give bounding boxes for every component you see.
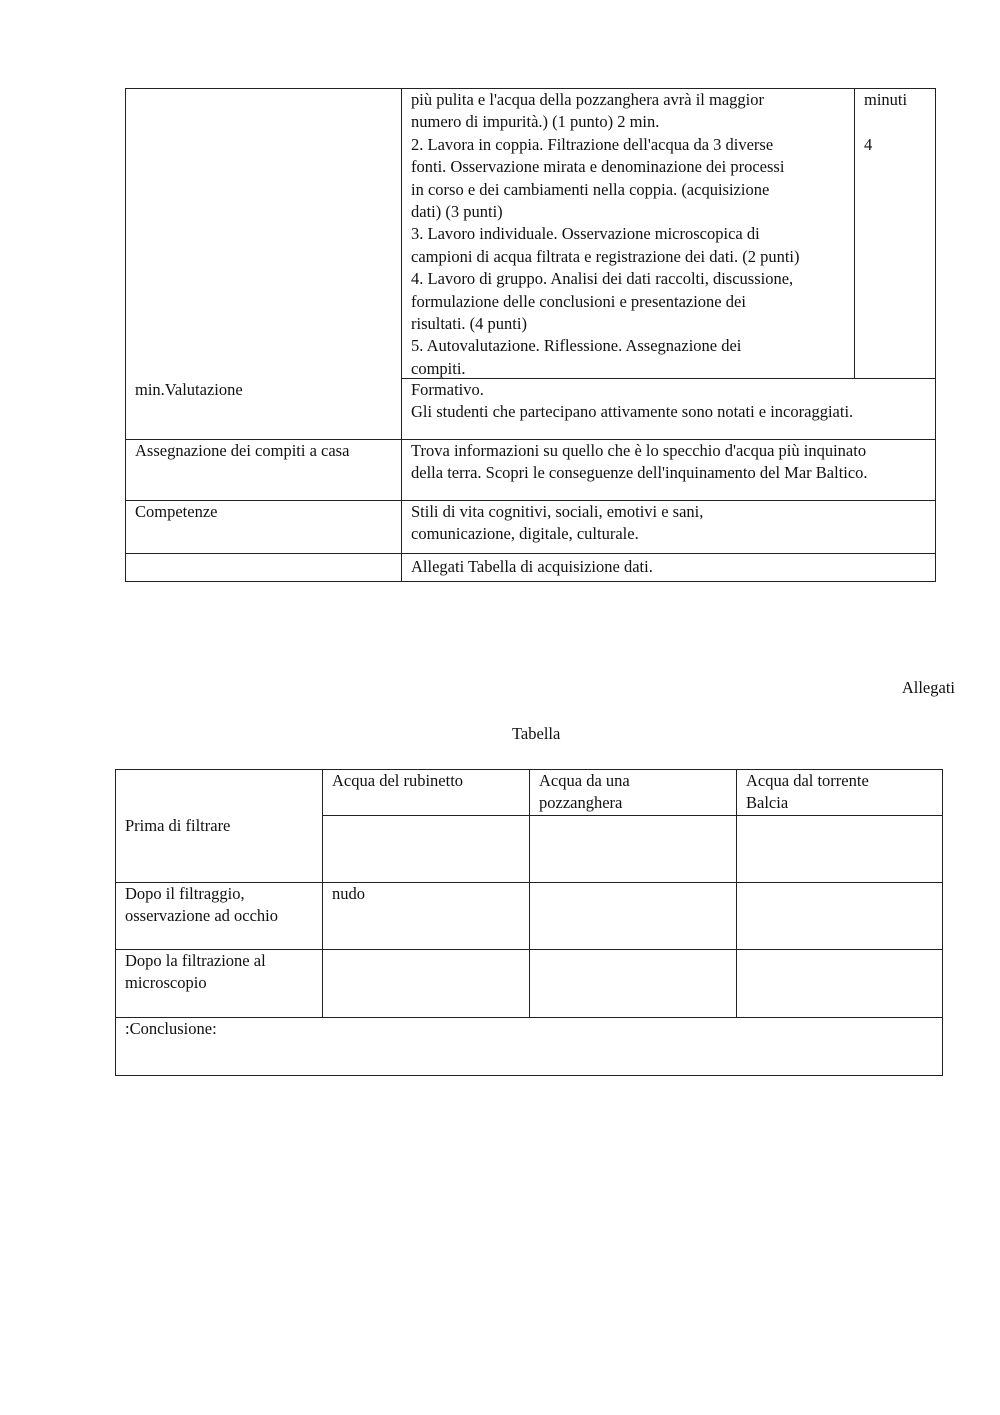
column-header-line: Acqua del rubinetto [332, 771, 464, 790]
row-label-line: Dopo la filtrazione al [125, 951, 266, 970]
column-header-line: Acqua dal torrente [746, 771, 869, 790]
row-content-line: Gli studenti che partecipano attivamente sono notati e incoraggiati. [411, 402, 854, 422]
table-border [115, 769, 116, 1076]
row-content-line: Formativo. [411, 380, 484, 399]
row-label-line: microscopio [125, 973, 207, 993]
table-border [529, 769, 530, 1018]
row-label-line: Prima di filtrare [125, 816, 231, 835]
row-content-line: Stili di vita cognitivi, sociali, emotivi e sani, [411, 502, 704, 521]
activity-line: dati) (3 punti) [411, 202, 503, 222]
activity-line: campioni di acqua filtrata e registrazione dei dati. (2 punti) [411, 246, 800, 266]
row-content-line: Allegati Tabella di acquisizione dati. [411, 557, 653, 576]
activity-line: risultati. (4 punti) [411, 314, 527, 334]
activity-line: più pulita e l'acqua della pozzanghera avrà il maggior [411, 90, 764, 109]
row-content [411, 501, 703, 546]
table-border [854, 88, 855, 379]
row-label-line: osservazione ad occhio [125, 906, 279, 926]
column-header-line: pozzanghera [539, 793, 623, 813]
table-border [125, 581, 936, 582]
row-label [125, 815, 230, 837]
conclusion-label: :Conclusione: [125, 1019, 217, 1038]
row-content [411, 379, 853, 424]
row-label [125, 950, 266, 995]
activity-line: 5. Autovalutazione. Riflessione. Assegnazione dei [411, 336, 742, 356]
table-border [322, 815, 943, 816]
table-border [736, 769, 737, 1018]
activity-line: 3. Lavoro individuale. Osservazione microscopica di [411, 224, 760, 244]
tabella-title: Tabella [512, 724, 561, 743]
row-label: min.Valutazione [135, 380, 243, 399]
table-border [115, 1017, 943, 1018]
table-border [401, 88, 402, 582]
table-border [125, 553, 936, 554]
activity-line: 2. Lavora in coppia. Filtrazione dell'acqua da 3 diverse [411, 134, 774, 154]
time-value: 4 [864, 135, 873, 154]
row-content-line: Trova informazioni su quello che è lo specchio d'acqua più inquinato [411, 441, 867, 460]
column-header-line: Acqua da una [539, 771, 630, 790]
activity-line: 4. Lavoro di gruppo. Analisi dei dati raccolti, discussione, [411, 269, 794, 289]
activity-line: formulazione delle conclusioni e presentazione dei [411, 291, 746, 311]
table-border [322, 769, 323, 1018]
time-unit: minuti [864, 90, 908, 109]
row-content [411, 440, 868, 485]
activity-line: compiti. [411, 358, 466, 378]
row-content-line: comunicazione, digitale, culturale. [411, 524, 639, 544]
table-border [115, 1075, 943, 1076]
allegati-heading: Allegati [901, 678, 955, 697]
row-label-line: Dopo il filtraggio, [125, 884, 245, 903]
activity-line: fonti. Osservazione mirata e denominazione dei processi [411, 157, 785, 177]
row-content [411, 556, 653, 578]
column-header [539, 770, 630, 815]
activity-line: numero di impurità.) (1 punto) 2 min. [411, 112, 660, 132]
table-border [125, 88, 126, 582]
column-header [332, 770, 463, 792]
row-label: Assegnazione dei compiti a casa [135, 441, 350, 460]
row-label [125, 883, 278, 928]
column-header [746, 770, 869, 815]
row-label: Competenze [135, 502, 218, 521]
table-cell: nudo [332, 884, 365, 903]
column-header-line: Balcia [746, 793, 789, 813]
activity-line: in corso e dei cambiamenti nella coppia. (acquisizione [411, 179, 770, 199]
row-content-line: della terra. Scopri le conseguenze dell'inquinamento del Mar Baltico. [411, 463, 868, 483]
activity-description [411, 89, 800, 380]
table-border [935, 88, 936, 582]
